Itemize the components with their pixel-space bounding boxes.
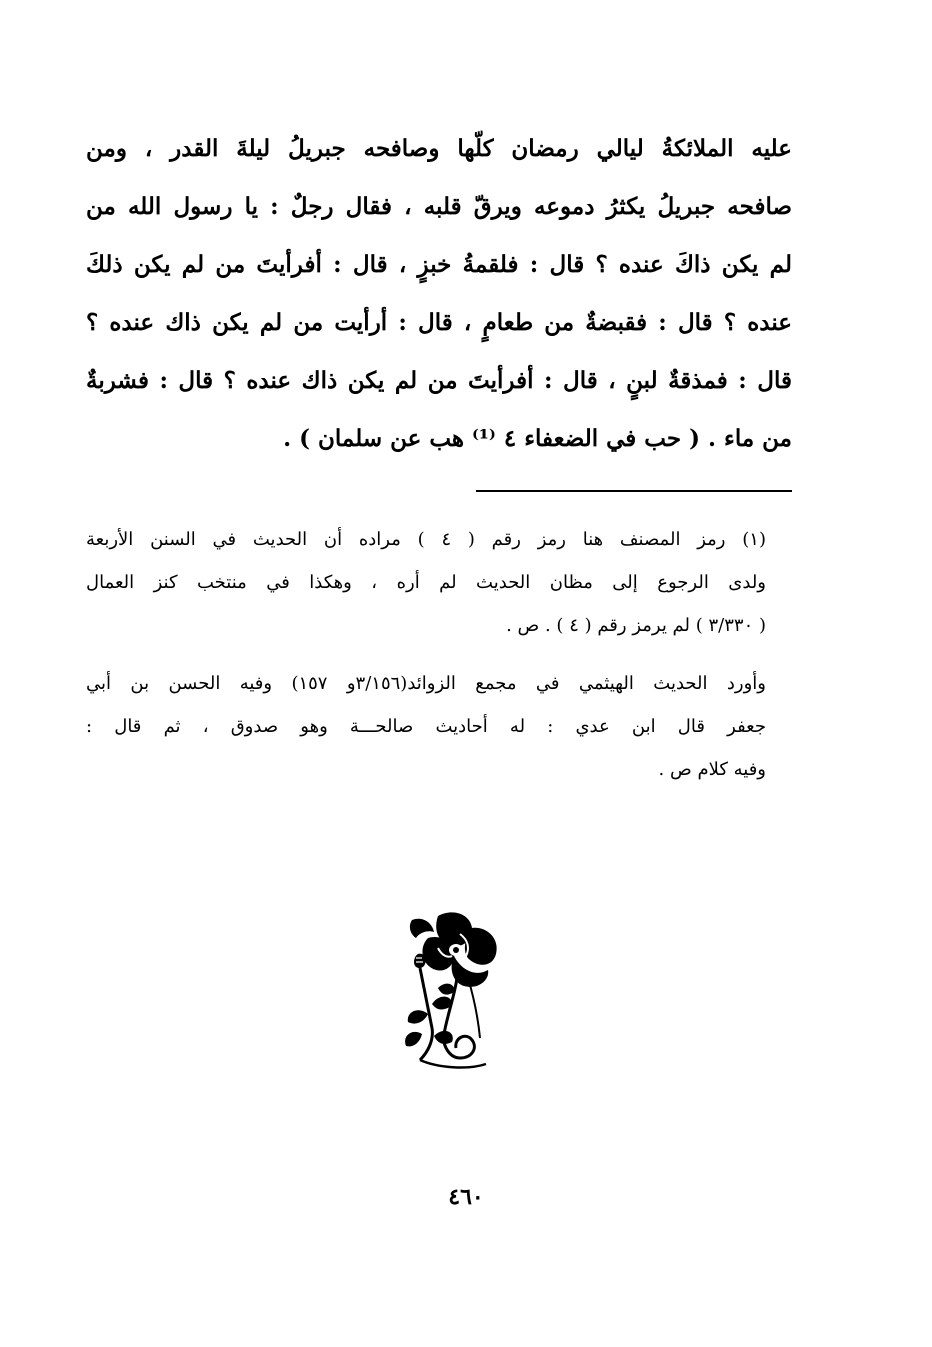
main-text [86,120,792,468]
footnote-line: (١) رمز المصنف هنا رمز رقم ( ٤ ) مراده أن الحديث في السنن الأربعة [86,529,766,550]
main-text-line: صافحه جبريلُ يكثرُ دموعه ويرقّ قلبه ، فقال رجلٌ : يا رسول الله من [86,193,792,220]
footnote-line: جعفر قال ابن عدي : له أحاديث صالحـــة وهو صدوق ، ثم قال : [86,716,766,737]
footnote-line: وأورد الحديث الهيثمي في مجمع الزوائد(٣/١٥٦و ١٥٧) وفيه الحسن بن أبي [86,673,766,694]
main-text-line: لم يكن ذاكَ عنده ؟ قال : فلقمةُ خبزٍ ، قال : أفرأيتَ من لم يكن ذلكَ [86,251,792,278]
flower-ornament-icon [398,908,508,1072]
footnote-2 [86,662,766,791]
main-text-line: من ماء . ( حب في الضعفاء ٤ ⁽¹⁾ هب عن سلمان ) . [283,425,792,452]
footnote-1 [86,518,766,647]
footnote-line: ( ٣/٣٣٠ ) لم يرمز رقم ( ٤ ) . ص . [506,615,766,636]
main-text-line: قال : فمذقةٌ لبنٍ ، قال : أفرأيتَ من لم يكن ذاك عنده ؟ قال : فشربةٌ [86,367,792,394]
main-text-line: عليه الملائكةُ ليالي رمضان كلّها وصافحه جبريلُ ليلةَ القدر ، ومن [86,135,792,162]
footnote-line: ولدى الرجوع إلى مظان الحديث لم أره ، وهكذا في منتخب كنز العمال [86,572,766,593]
page-number: ٤٦٠ [448,1184,484,1210]
footnote-separator [476,490,792,492]
footnote-line: وفيه كلام ص . [658,759,766,780]
main-text-line: عنده ؟ قال : فقبضةٌ من طعامٍ ، قال : أرأيت من لم يكن ذاك عنده ؟ [86,309,792,336]
